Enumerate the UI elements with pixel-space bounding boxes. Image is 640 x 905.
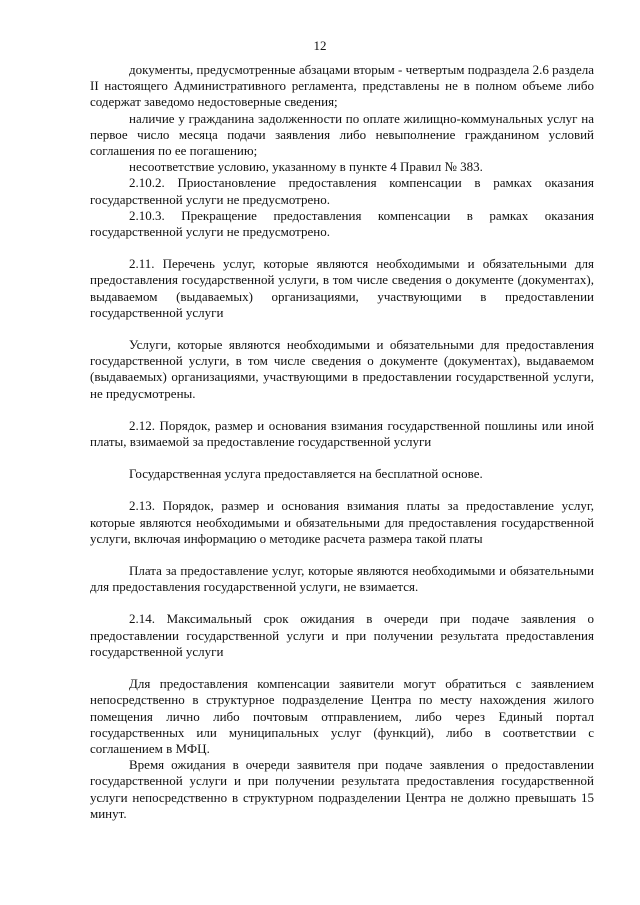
heading-2-13: 2.13. Порядок, размер и основания взимания платы за предоставление услуг, которые являются необходимыми и обязательными для предоставления государственной услуги, включая информацию о методике расчета размера такой платы [90,498,594,546]
paragraph-free-of-charge: Государственная услуга предоставляется на бесплатной основе. [129,466,483,482]
heading-2-12: 2.12. Порядок, размер и основания взимания государственной пошлины или иной платы, взимаемой за предоставление государственной услуги [90,417,594,450]
paragraph-services-not-provided: Услуги, которые являются необходимыми и обязательными для предоставления государственной услуги, в том числе сведения о документе (документах), выдаваемом (выдаваемых) организациями, участвующими в предоставлении государственной услуги, не предусмотрены. [90,337,594,401]
paragraph-fee-not-charged: Плата за предоставление услуг, которые являются необходимыми и обязательными для предоставления государственной услуги, не взимается. [90,563,594,595]
paragraph-waiting-time: Время ожидания в очереди заявителя при подаче заявления о предоставлении государственной услуги и при получении результата предоставления государственной услуги непосредственно в структурном подразделении Центра не должно превышать 15 минут. [90,757,594,821]
paragraph-documents-incomplete: документы, предусмотренные абзацами вторым - четвертым подраздела 2.6 раздела II настоящего Административного регламента, представлены не в полном объеме либо содержат заведомо недостоверные сведения; [90,62,594,110]
paragraph-submission-channels: Для предоставления компенсации заявители могут обратиться с заявлением непосредственно в структурное подразделение Центра по месту нахождения жилого помещения лично либо почтовым отправлением, либо через Единый портал государственных или муниципальных услуг (функций), либо в соответствии с соглашением в МФЦ. [90,676,594,756]
heading-2-11: 2.11. Перечень услуг, которые являются необходимыми и обязательными для предоставления государственной услуги, в том числе сведения о документе (документах), выдаваемом (выдаваемых) организациями, участвующими в предоставлении государственной услуги [90,256,594,320]
page-number: 12 [313,38,327,53]
paragraph-rule-383: несоответствие условию, указанному в пункте 4 Правил № 383. [129,159,483,175]
paragraph-2-10-2: 2.10.2. Приостановление предоставления компенсации в рамках оказания государственной услуги не предусмотрено. [90,175,594,207]
paragraph-2-10-3: 2.10.3. Прекращение предоставления компенсации в рамках оказания государственной услуги не предусмотрено. [90,207,594,240]
paragraph-utility-debt: наличие у гражданина задолженности по оплате жилищно-коммунальных услуг на первое число месяца подачи заявления либо невыполнение гражданином условий соглашения по ее погашению; [90,110,594,159]
document-body [90,62,594,822]
heading-2-14: 2.14. Максимальный срок ожидания в очереди при подаче заявления о предоставлении государственной услуги и при получении результата предоставления государственной услуги [90,611,594,659]
